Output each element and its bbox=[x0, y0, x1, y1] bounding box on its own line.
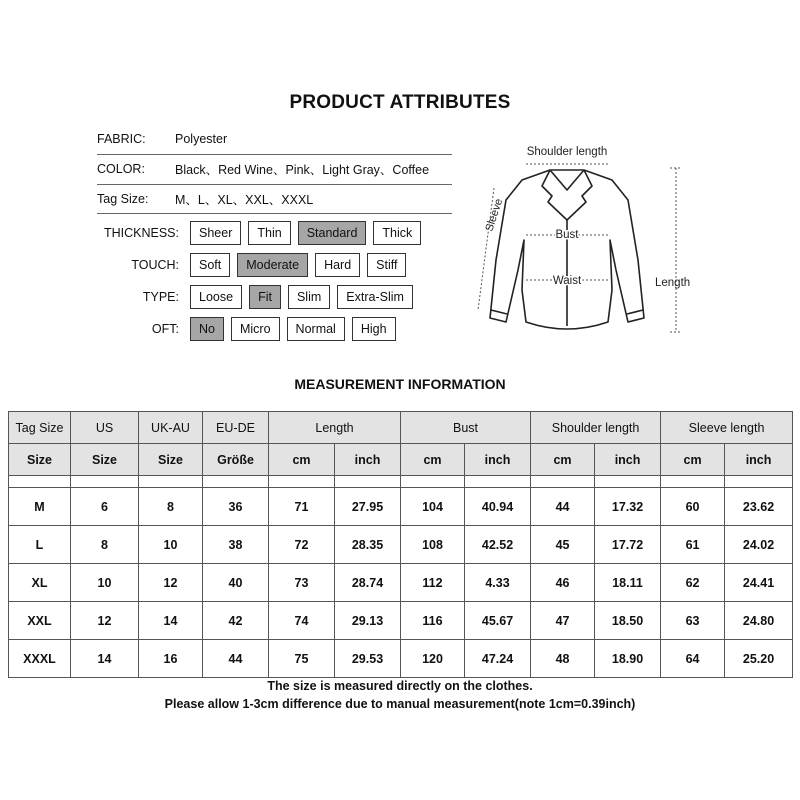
table-cell: 40.94 bbox=[465, 488, 531, 526]
header-cell: Bust bbox=[401, 412, 531, 444]
option-chip: Standard bbox=[298, 221, 367, 245]
header-cell: Length bbox=[269, 412, 401, 444]
subheader-cell: inch bbox=[335, 444, 401, 476]
table-cell: 45 bbox=[531, 526, 595, 564]
attr-tag-size bbox=[97, 184, 313, 214]
option-group-label: OFT: bbox=[151, 322, 179, 336]
option-group-label: THICKNESS: bbox=[103, 226, 179, 240]
table-cell: 71 bbox=[269, 488, 335, 526]
sleeve-label: Sleeve bbox=[483, 197, 506, 233]
option-chip: Normal bbox=[287, 317, 345, 341]
subheader-cell: Size bbox=[139, 444, 203, 476]
header-cell: Tag Size bbox=[9, 412, 71, 444]
option-group-0 bbox=[97, 221, 421, 245]
jacket-measurement-diagram bbox=[470, 140, 700, 340]
header-cell: Sleeve length bbox=[661, 412, 793, 444]
subheader-cell: Größe bbox=[203, 444, 269, 476]
table-row bbox=[9, 602, 793, 640]
option-chip: Stiff bbox=[367, 253, 406, 277]
table-cell: L bbox=[9, 526, 71, 564]
table-cell: 38 bbox=[203, 526, 269, 564]
attr-value: Polyester bbox=[175, 132, 228, 146]
subheader-cell: cm bbox=[401, 444, 465, 476]
table-cell: 24.41 bbox=[725, 564, 793, 602]
divider bbox=[97, 213, 452, 214]
table-cell: 18.90 bbox=[595, 640, 661, 678]
option-chip: Slim bbox=[288, 285, 330, 309]
table-cell: 64 bbox=[661, 640, 725, 678]
option-chip: Micro bbox=[231, 317, 280, 341]
table-cell: 112 bbox=[401, 564, 465, 602]
table-cell: 24.80 bbox=[725, 602, 793, 640]
bust-label: Bust bbox=[555, 229, 579, 241]
table-cell: 10 bbox=[139, 526, 203, 564]
measurement-title: MEASUREMENT INFORMATION bbox=[294, 376, 506, 392]
subheader-cell: cm bbox=[269, 444, 335, 476]
table-cell: 44 bbox=[203, 640, 269, 678]
attr-label: COLOR: bbox=[97, 162, 145, 176]
attr-value: M、L、XL、XXL、XXXL bbox=[175, 193, 314, 207]
table-cell: 42 bbox=[203, 602, 269, 640]
table-row bbox=[9, 526, 793, 564]
header-cell: US bbox=[71, 412, 139, 444]
table-cell: 23.62 bbox=[725, 488, 793, 526]
attr-color bbox=[97, 154, 429, 184]
table-cell: 12 bbox=[139, 564, 203, 602]
header-cell: EU-DE bbox=[203, 412, 269, 444]
table-cell: 16 bbox=[139, 640, 203, 678]
table-cell: 28.35 bbox=[335, 526, 401, 564]
table-cell: 60 bbox=[661, 488, 725, 526]
subheader-cell: cm bbox=[531, 444, 595, 476]
option-group-label: TOUCH: bbox=[131, 258, 179, 272]
note-line-2: Please allow 1-3cm difference due to manual measurement(note 1cm=0.39inch) bbox=[164, 697, 636, 711]
table-spacer bbox=[9, 476, 793, 488]
header-cell: UK-AU bbox=[139, 412, 203, 444]
table-cell: XXXL bbox=[9, 640, 71, 678]
table-cell: 73 bbox=[269, 564, 335, 602]
option-chip: Hard bbox=[315, 253, 360, 277]
table-row bbox=[9, 488, 793, 526]
table-cell: 61 bbox=[661, 526, 725, 564]
table-cell: 8 bbox=[71, 526, 139, 564]
subheader-cell: inch bbox=[465, 444, 531, 476]
table-cell: 116 bbox=[401, 602, 465, 640]
table-cell: 28.74 bbox=[335, 564, 401, 602]
waist-label: Waist bbox=[552, 275, 582, 287]
table-cell: XXL bbox=[9, 602, 71, 640]
option-chip: Fit bbox=[249, 285, 281, 309]
note-line-1: The size is measured directly on the clothes. bbox=[267, 679, 533, 693]
option-chip: Moderate bbox=[237, 253, 308, 277]
jacket-collar bbox=[542, 170, 592, 220]
table-row bbox=[9, 564, 793, 602]
table-cell: 36 bbox=[203, 488, 269, 526]
option-chip: Sheer bbox=[190, 221, 241, 245]
option-chip: No bbox=[190, 317, 224, 341]
table-cell: 47.24 bbox=[465, 640, 531, 678]
table-cell: 25.20 bbox=[725, 640, 793, 678]
table-cell: 46 bbox=[531, 564, 595, 602]
attr-label: FABRIC: bbox=[97, 132, 146, 146]
table-cell: 75 bbox=[269, 640, 335, 678]
table-cell: 40 bbox=[203, 564, 269, 602]
table-cell: 14 bbox=[139, 602, 203, 640]
table-cell: 17.32 bbox=[595, 488, 661, 526]
subheader-cell: inch bbox=[725, 444, 793, 476]
length-label: Length bbox=[655, 277, 691, 289]
table-cell: 14 bbox=[71, 640, 139, 678]
table-cell: 17.72 bbox=[595, 526, 661, 564]
shoulder-length-label: Shoulder length bbox=[526, 146, 608, 158]
header-cell: Shoulder length bbox=[531, 412, 661, 444]
table-cell: 44 bbox=[531, 488, 595, 526]
table-cell: 27.95 bbox=[335, 488, 401, 526]
table-cell: 24.02 bbox=[725, 526, 793, 564]
option-group-label: TYPE: bbox=[142, 290, 179, 304]
table-cell: M bbox=[9, 488, 71, 526]
table-header-row bbox=[9, 412, 793, 444]
table-cell: 74 bbox=[269, 602, 335, 640]
option-chip: Thick bbox=[373, 221, 421, 245]
table-cell: 29.13 bbox=[335, 602, 401, 640]
table-cell: 120 bbox=[401, 640, 465, 678]
table-cell: 8 bbox=[139, 488, 203, 526]
table-cell: 62 bbox=[661, 564, 725, 602]
table-body bbox=[9, 476, 793, 678]
page-title: PRODUCT ATTRIBUTES bbox=[289, 92, 511, 113]
measurement-table bbox=[8, 411, 793, 678]
table-cell: 45.67 bbox=[465, 602, 531, 640]
table-cell: 72 bbox=[269, 526, 335, 564]
table-cell: 48 bbox=[531, 640, 595, 678]
table-cell: 18.11 bbox=[595, 564, 661, 602]
option-chip: Loose bbox=[190, 285, 242, 309]
table-cell: 108 bbox=[401, 526, 465, 564]
table-cell: 104 bbox=[401, 488, 465, 526]
table-cell: 63 bbox=[661, 602, 725, 640]
table-cell: 6 bbox=[71, 488, 139, 526]
table-cell: 18.50 bbox=[595, 602, 661, 640]
table-row bbox=[9, 640, 793, 678]
option-group-3 bbox=[97, 317, 396, 341]
table-cell: 29.53 bbox=[335, 640, 401, 678]
table-cell: 10 bbox=[71, 564, 139, 602]
table-cell: 47 bbox=[531, 602, 595, 640]
table-subheader-row bbox=[9, 444, 793, 476]
option-group-1 bbox=[97, 253, 406, 277]
option-chip: High bbox=[352, 317, 396, 341]
attr-fabric bbox=[97, 124, 227, 154]
table-cell: 42.52 bbox=[465, 526, 531, 564]
table-cell: 4.33 bbox=[465, 564, 531, 602]
option-chip: Thin bbox=[248, 221, 290, 245]
subheader-cell: inch bbox=[595, 444, 661, 476]
subheader-cell: Size bbox=[71, 444, 139, 476]
attr-value: Black、Red Wine、Pink、Light Gray、Coffee bbox=[175, 163, 430, 177]
table-cell: XL bbox=[9, 564, 71, 602]
attr-label: Tag Size: bbox=[97, 192, 149, 206]
option-chip: Soft bbox=[190, 253, 230, 277]
table-cell: 12 bbox=[71, 602, 139, 640]
subheader-cell: Size bbox=[9, 444, 71, 476]
option-chip: Extra-Slim bbox=[337, 285, 413, 309]
option-group-2 bbox=[97, 285, 413, 309]
subheader-cell: cm bbox=[661, 444, 725, 476]
